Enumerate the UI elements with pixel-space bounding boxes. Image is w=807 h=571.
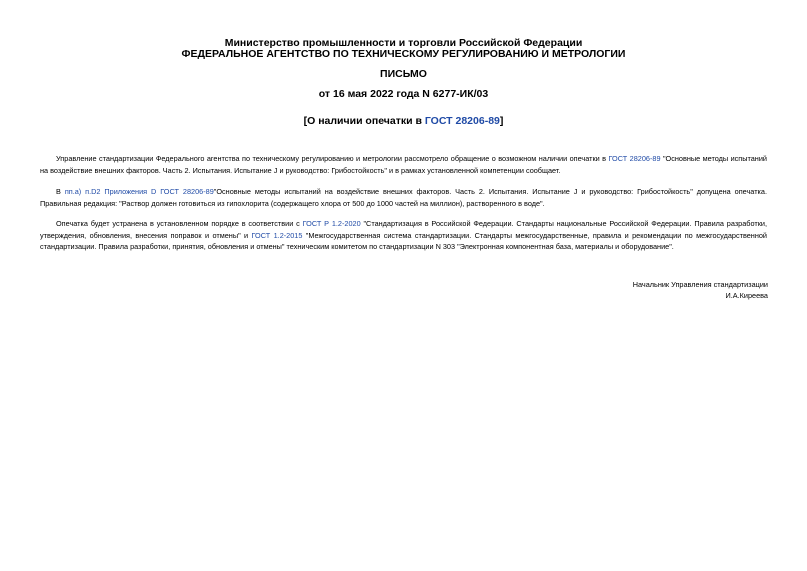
signature-title: Начальник Управления стандартизации	[632, 280, 768, 289]
signature-name: И.А.Киреева	[725, 291, 768, 300]
document-date: от 16 мая 2022 года N 6277-ИК/03	[318, 88, 489, 100]
paragraph2-text-before: В	[56, 187, 65, 196]
subject-gost-link[interactable]: ГОСТ 28206-89	[424, 115, 500, 127]
subject-prefix: [О наличии опечатки в	[303, 115, 425, 127]
paragraph1-text-after: "Основные методы испытаний на воздействие внешних факторов. Часть 2. Испытания. Испытание J и руководство: Грибостойкость" и в рамках установленной компетенции сообщает.	[40, 154, 767, 175]
paragraph3-gost-r-link[interactable]: ГОСТ Р 1.2-2020	[302, 219, 361, 228]
document-type: ПИСЬМО	[380, 68, 427, 80]
paragraph-procedure	[40, 218, 767, 253]
agency-name: ФЕДЕРАЛЬНОЕ АГЕНТСТВО ПО ТЕХНИЧЕСКОМУ РЕГУЛИРОВАНИЮ И МЕТРОЛОГИИ	[181, 48, 626, 60]
ministry-name: Министерство промышленности и торговли Российской Федерации	[224, 37, 583, 49]
paragraph2-text-after: "Основные методы испытаний на воздействие внешних факторов. Часть 2. Испытания. Испытание J и руководство: Грибостойкость" допущена опечатка. Правильная редакция: "Раствор должен готовиться из гипохлорита (содержащего хлора от 500 до 1000 частей на миллион), растворенного в воде".	[40, 187, 767, 208]
paragraph3-text-after: "Межгосударственная система стандартизации. Стандарты межгосударственные, правила и рекомендации по межгосударственной стандартизации. Правила разработки, принятия, обновления и отмены" техническим комитетом по стандартизации N 303 "Электронная компонентная база, материалы и оборудование".	[40, 230, 767, 251]
paragraph3-gost-link[interactable]: ГОСТ 1.2-2015	[251, 230, 303, 240]
paragraph-correction	[40, 186, 767, 209]
paragraph3-text-middle: "Стандартизация в Российской Федерации. Стандарты национальные Российской Федерации. Правила разработки, утверждения, обновления, внесения поправок и отмены" и	[40, 219, 768, 240]
subject-suffix: ]	[499, 115, 504, 127]
paragraph-request	[40, 153, 767, 176]
document-subject	[40, 115, 767, 127]
paragraph1-gost-link[interactable]: ГОСТ 28206-89	[608, 154, 661, 163]
paragraph3-text-before: Опечатка будет устранена в установленном порядке в соответствии с	[56, 219, 303, 228]
paragraph2-appendix-link[interactable]: пп.a) п.D2 Приложения D ГОСТ 28206-89	[64, 187, 214, 196]
paragraph1-text-before: Управление стандартизации Федерального агентства по техническому регулированию и метрологии рассмотрело обращение о возможном наличии опечатки в	[56, 154, 609, 163]
